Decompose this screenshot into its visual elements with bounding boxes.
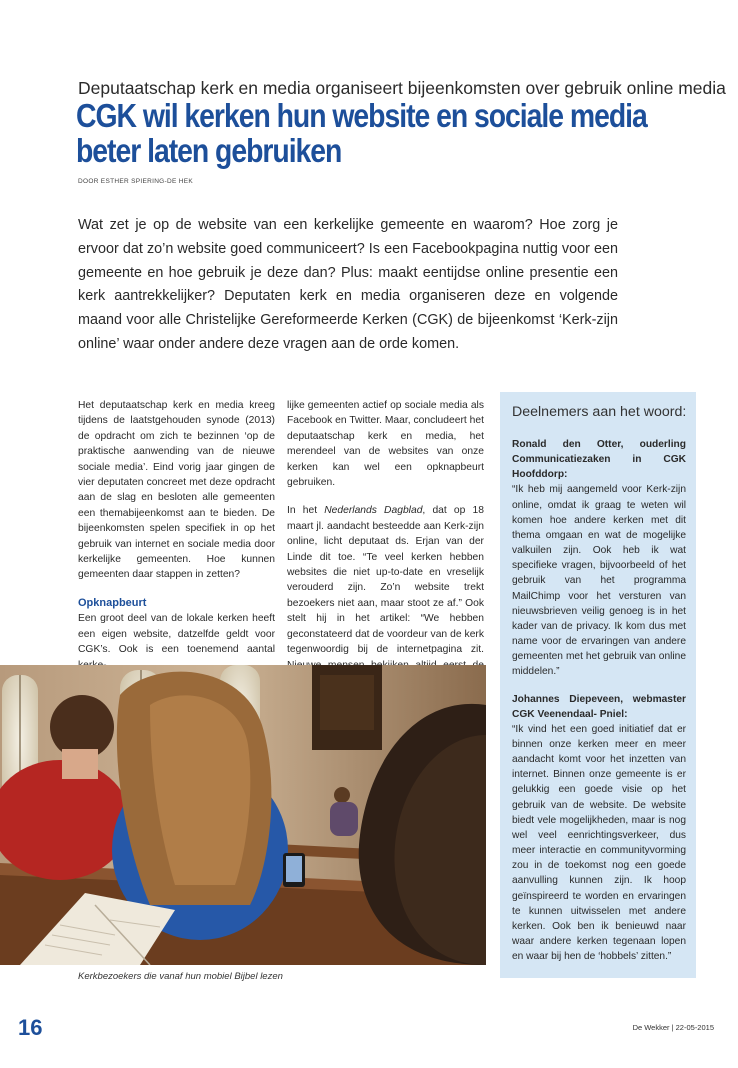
column-1-paragraph-1: Het deputaatschap kerk en media kreeg tijdens de laatstgehouden synode (2013) de opdracht om zich te bezinnen ‘op de praktische aanwending van de nieuwe sociale media’. Eind vorig jaar gingen de vier deputaten concreet met deze opdracht aan de slag en besloten alle gemeenten een themabijeenkomst aan te bieden. De bijeenkomsten spelen specifiek in op het gebruik van internet en sociale media door kerkelijke gemeenten. Hoe kunnen gemeenten daar stappen in zetten? xyxy=(78,400,275,581)
sidebar-body xyxy=(512,437,686,976)
participant-2-quote: “Ik vind het een goed initiatief dat er binnen onze kerken meer en meer aandacht komt voor het inzetten van internet. Binnen onze gemeente is er gelukkig een goede visie op het gebruik van de website. De website biedt vele mogelijkheden, maar is nog wel veel eenrichtingsverkeer, dus meer interactie en communityvorming zou in de toekomst nog een goede aanvulling kunnen zijn. Ik hoop geïnspireerd te worden en ervaringen te kunnen uitwisselen met andere kerken. Ook ben ik benieuwd naar waar andere kerken tegenaan lopen en waar bij hen de ‘hobbels’ zitten.” xyxy=(512,723,686,963)
article-kicker: Deputaatschap kerk en media organiseert bijeenkomsten over gebruik online media xyxy=(78,78,726,98)
participant-1-name: Ronald den Otter, ouderling Communicatiezaken in CGK Hoofddorp: xyxy=(512,439,686,481)
newspaper-name: Nederlands Dagblad xyxy=(324,505,423,517)
article-byline: DOOR ESTHER SPIERING-DE HEK xyxy=(78,178,194,185)
participant-1-quote: “Ik heb mij aangemeld voor Kerk-zijn online, omdat ik graag te weten wil komen hoe andere kerken met dit thema omgaan en wat de mogelijke valkuilen zijn. Ook heb ik wat specifieke vragen, bijvoorbeeld of het gebruik van het programma MailChimp voor het versturen van nieuwsbrieven veilig genoeg is in het kader van de privacy. Ik kom dus met name voor de ervaringen van andere gemeenten met het gebruik van online middelen.” xyxy=(512,484,686,678)
column-1-paragraph-2: Een groot deel van de lokale kerken heeft een eigen website, datzelfde geldt voor CGK’s. Ook is een toenemend aantal xyxy=(78,613,275,656)
publication-footer: De Wekker | 22-05-2015 xyxy=(632,1023,714,1032)
article-column-1 xyxy=(78,398,275,673)
section-subhead: Opknapbeurt xyxy=(78,596,147,609)
article-intro: Wat zet je op de website van een kerkelijke gemeente en waarom? Hoe zorg je ervoor dat zo’n website goed communiceert? Is een Facebookpagina nuttig voor een gemeente en hoe gebruik je deze dan? Plus: maakt eentijdse online presentie een kerk aantrekkelijker? Deputaten kerk en media organiseren deze en volgende maand voor alle Christelijke Gereformeerde Kerken (CGK) de bijeenkomst ‘Kerk-zijn online’ waar onder andere deze vragen aan de orde komen. xyxy=(78,217,618,352)
page-number: 16 xyxy=(18,1015,43,1040)
article-column-2 xyxy=(287,398,484,688)
headline-line-1: CGK wil kerken hun website en sociale media xyxy=(76,97,647,134)
quotes-sidebar xyxy=(500,392,696,978)
column-2-paragraph-2 xyxy=(287,503,484,688)
paragraph-continuation: , dat op 18 maart jl. aandacht besteedde aan Kerk-zijn online, licht deputaat ds. Erjan van der Linde dit toe. “Te veel kerken hebben websites die niet up-to-date en vreselijk verouderd zijn. Zo’n website trekt bezoekers niet aan, maar stoot ze af.” Ook stelt hij in het artikel: “We hebben geconstateerd dat de voordeur van de kerk tegenwoordig bij de internetpagina zit. xyxy=(287,505,484,656)
photo-caption: Kerkbezoekers die vanaf hun mobiel Bijbel lezen xyxy=(78,971,283,982)
article-headline xyxy=(76,97,647,169)
paragraph-lead-in: In het xyxy=(287,505,325,517)
sidebar-title: Deelnemers aan het woord: xyxy=(512,404,687,420)
church-photo xyxy=(0,665,486,965)
column-2-paragraph-1: lijke gemeenten actief op sociale media als Facebook en Twitter. Maar, concludeert het deputaatschap kerk en media, het merendeel van de websites van onze kerken kan wel een opknapbeurt gebruiken. xyxy=(287,400,484,489)
headline-line-2: beter laten gebruiken xyxy=(76,132,342,169)
participant-2-name: Johannes Diepeveen, webmaster CGK Veenendaal- Pniel: xyxy=(512,693,686,720)
